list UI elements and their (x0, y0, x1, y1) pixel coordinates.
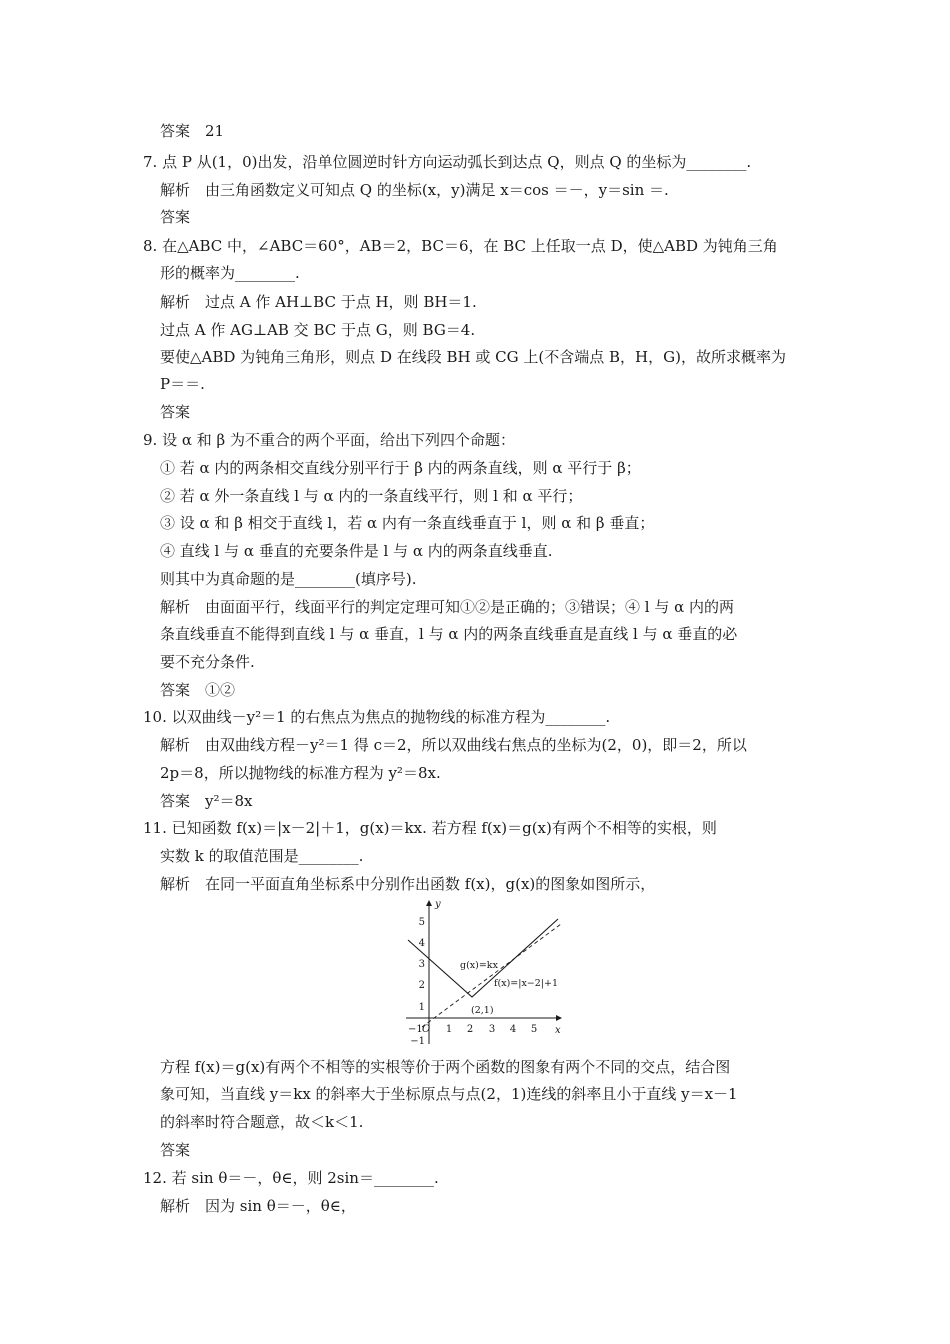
analysis-11: 解析 在同一平面直角坐标系中分别作出函数 f(x)，g(x)的图象如图所示， (160, 875, 656, 893)
analysis-12: 解析 因为 sin θ＝－，θ∈， (160, 1197, 356, 1215)
question-10: 10. 以双曲线－y²＝1 的右焦点为焦点的抛物线的标准方程为________. (143, 708, 611, 726)
y-axis-label: y (435, 899, 441, 910)
analysis-10: 解析 由双曲线方程－y²＝1 得 c＝2，所以双曲线右焦点的坐标为(2，0)，即＝2，所以 (160, 736, 747, 754)
x-axis-label: x (555, 1025, 561, 1036)
y-tick-label: 1 (418, 1002, 425, 1013)
y-tick-label: 4 (418, 938, 425, 949)
y-tick-label: 2 (418, 980, 425, 991)
answer-7: 答案 (160, 208, 191, 226)
proposition-1: ① 若 α 内的两条相交直线分别平行于 β 内的两条直线，则 α 平行于 β； (160, 459, 641, 477)
x-tick-label: 1 (445, 1024, 453, 1035)
analysis-9-l3: 要不充分条件. (160, 653, 255, 671)
x-axis-arrow (556, 1015, 562, 1021)
answer-11: 答案 (160, 1141, 191, 1159)
question-11: 11. 已知函数 f(x)＝|x－2|＋1，g(x)＝kx. 若方程 f(x)＝g(x)有两个不相等的实根，则 (143, 819, 717, 837)
analysis-9: 解析 由面面平行，线面平行的判定定理可知①②是正确的；③错误；④ l 与 α 内的两 (160, 598, 735, 616)
x-tick-label: 2 (466, 1024, 474, 1035)
y-tick-label: 3 (418, 959, 425, 970)
y-neg-tick-label: −1 (410, 1036, 425, 1047)
analysis-11-l3: 象可知，当直线 y＝kx 的斜率大于坐标原点与点(2，1)连线的斜率且小于直线 y＝x－1 (160, 1085, 738, 1103)
analysis-10-l2: 2p＝8，所以抛物线的标准方程为 y²＝8x. (160, 764, 441, 782)
proposition-2: ② 若 α 外一条直线 l 与 α 内的一条直线平行，则 l 和 α 平行； (160, 487, 583, 505)
answer-6: 答案 21 (160, 122, 225, 140)
analysis-9-l2: 条直线垂直不能得到直线 l 与 α 垂直，l 与 α 内的两条直线垂直是直线 l 与 α 垂直的必 (160, 625, 738, 643)
analysis-8-l4: P＝＝. (160, 375, 205, 393)
x-tick-label: 4 (509, 1024, 517, 1035)
question-11-cont: 实数 k 的取值范围是________. (160, 847, 364, 865)
g-function-label: g(x)=kx (460, 960, 498, 971)
question-12: 12. 若 sin θ＝－，θ∈，则 2sin＝________. (143, 1169, 439, 1187)
x-tick-label: 3 (488, 1024, 496, 1035)
f-function-label: f(x)=|x−2|+1 (494, 978, 559, 989)
function-graph-figure (398, 898, 568, 1048)
question-8-cont: 形的概率为________. (160, 264, 300, 282)
analysis-7: 解析 由三角函数定义可知点 Q 的坐标(x，y)满足 x＝cos ＝－，y＝sin ＝. (160, 181, 669, 199)
answer-8: 答案 (160, 403, 191, 421)
y-axis-arrow (426, 900, 432, 906)
x-tick-label: −1 (408, 1024, 423, 1035)
analysis-8-l3: 要使△ABD 为钝角三角形，则点 D 在线段 BH 或 CG 上(不含端点 B，H，G)，故所求概率为 (160, 348, 786, 366)
y-tick-label: 5 (418, 917, 425, 928)
analysis-11-l2: 方程 f(x)＝g(x)有两个不相等的实根等价于两个函数的图象有两个不同的交点，结合图 (160, 1058, 731, 1076)
question-7: 7. 点 P 从(1，0)出发，沿单位圆逆时针方向运动弧长到达点 Q，则点 Q 的坐标为________. (143, 153, 752, 171)
origin-label: O (422, 1024, 431, 1035)
x-tick-label: 5 (530, 1024, 538, 1035)
analysis-8: 解析 过点 A 作 AH⊥BC 于点 H，则 BH＝1. (160, 293, 477, 311)
proposition-3: ③ 设 α 和 β 相交于直线 l，若 α 内有一条直线垂直于 l，则 α 和 β 垂直； (160, 514, 655, 532)
question-9-ask: 则其中为真命题的是________(填序号). (160, 570, 417, 588)
proposition-4: ④ 直线 l 与 α 垂直的充要条件是 l 与 α 内的两条直线垂直. (160, 542, 553, 560)
answer-10: 答案 y²＝8x (160, 792, 253, 810)
analysis-8-l2: 过点 A 作 AG⊥AB 交 BC 于点 G，则 BG＝4. (160, 321, 476, 339)
answer-9: 答案 ①② (160, 681, 236, 699)
question-9: 9. 设 α 和 β 为不重合的两个平面，给出下列四个命题： (143, 431, 515, 449)
analysis-11-l4: 的斜率时符合题意，故＜k＜1. (160, 1113, 364, 1131)
question-8: 8. 在△ABC 中，∠ABC＝60°，AB＝2，BC＝6，在 BC 上任取一点 D，使△ABD 为钝角三角 (143, 237, 778, 255)
point-label: (2,1) (471, 1005, 494, 1016)
